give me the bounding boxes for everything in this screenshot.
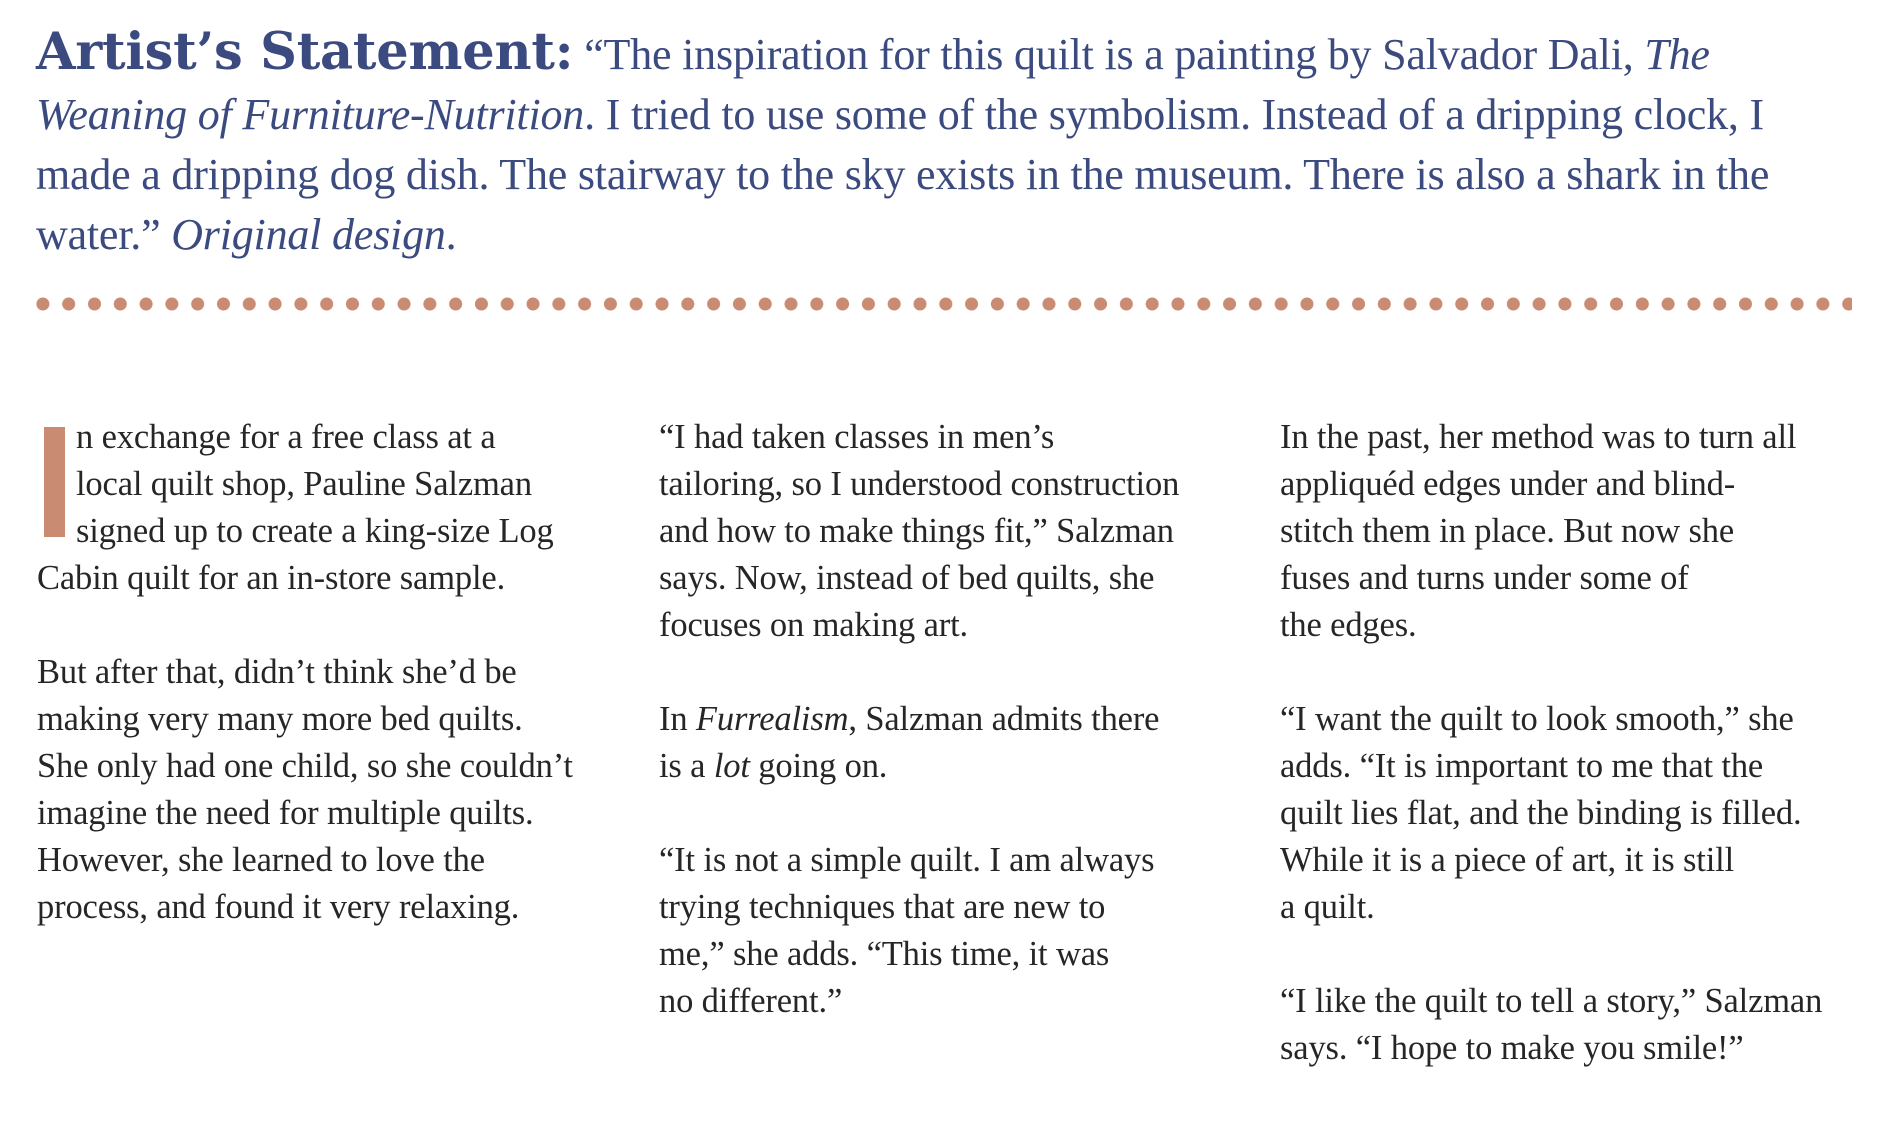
line: appliquéd edges under and blind- [1280,465,1736,503]
paragraph [1280,978,1880,1072]
line: “I want the quilt to look smooth,” she [1280,700,1794,738]
statement-heading: Artist’s Statement: [36,22,574,82]
quilt-title: Furrealism [695,700,849,738]
line: focuses on making art. [659,606,969,644]
text-run: , Salzman admits there [848,700,1160,738]
line: trying techniques that are new to [659,888,1106,926]
line: imagine the need for multiple quilts. [37,794,534,832]
line: fuses and turns under some of [1280,559,1689,597]
line: “I like the quilt to tell a story,” Salzman [1280,982,1823,1020]
text-run: is a [659,747,714,785]
line: local quilt shop, Pauline Salzman [76,465,532,503]
line: a quilt. [1280,888,1375,926]
statement-text-1: “The inspiration for this quilt is a painting by Salvador Dali, [573,30,1645,79]
text-run: going on. [749,747,888,785]
article-column-2 [659,414,1259,1072]
line: says. “I hope to make you smile!” [1280,1029,1744,1067]
line: making very many more bed quilts. [37,700,523,738]
line: She only had one child, so she couldn’t [37,747,573,785]
line: no different.” [659,982,843,1020]
line: says. Now, instead of bed quilts, she [659,559,1155,597]
painting-title: The Weaning of Furniture-Nutrition [36,30,1710,139]
line: However, she learned to love the [37,841,485,879]
line: the edges. [1280,606,1417,644]
line: In the past, her method was to turn all [1280,418,1797,456]
line: signed up to create a king-size Log [76,512,554,550]
line: me,” she adds. “This time, it was [659,935,1110,973]
statement-text-3: . [445,210,457,259]
line: quilt lies flat, and the binding is filled. [1280,794,1802,832]
article-column-1 [37,414,637,978]
original-design-note: Original design [171,210,446,259]
drop-cap-i [44,427,65,537]
emphasis: lot [713,747,750,785]
line: While it is a piece of art, it is still [1280,841,1735,879]
paragraph [659,414,1259,649]
line: “It is not a simple quilt. I am always [659,841,1155,879]
line: But after that, didn’t think she’d be [37,653,517,691]
paragraph [659,837,1259,1025]
line: Cabin quilt for an in-store sample. [37,559,506,597]
dotted-divider [30,297,1852,311]
line: tailoring, so I understood construction [659,465,1180,503]
paragraph [37,649,637,931]
line: stitch them in place. But now she [1280,512,1735,550]
line: process, and found it very relaxing. [37,888,520,926]
article-column-3 [1280,414,1880,1119]
paragraph [659,696,1259,790]
line: and how to make things fit,” Salzman [659,512,1174,550]
line: “I had taken classes in men’s [659,418,1055,456]
line: n exchange for a free class at a [76,418,496,456]
statement-text-2: . I tried to use some of the symbolism. Instead of a dripping clock, I made a dripping dog dish. The stairway to the sky exists in the museum. There is also a shark in the water.” [36,90,1770,259]
text-run: In [659,700,696,738]
artist-statement [36,22,1866,265]
paragraph [1280,414,1880,649]
line: adds. “It is important to me that the [1280,747,1764,785]
paragraph [37,414,637,602]
paragraph [1280,696,1880,931]
